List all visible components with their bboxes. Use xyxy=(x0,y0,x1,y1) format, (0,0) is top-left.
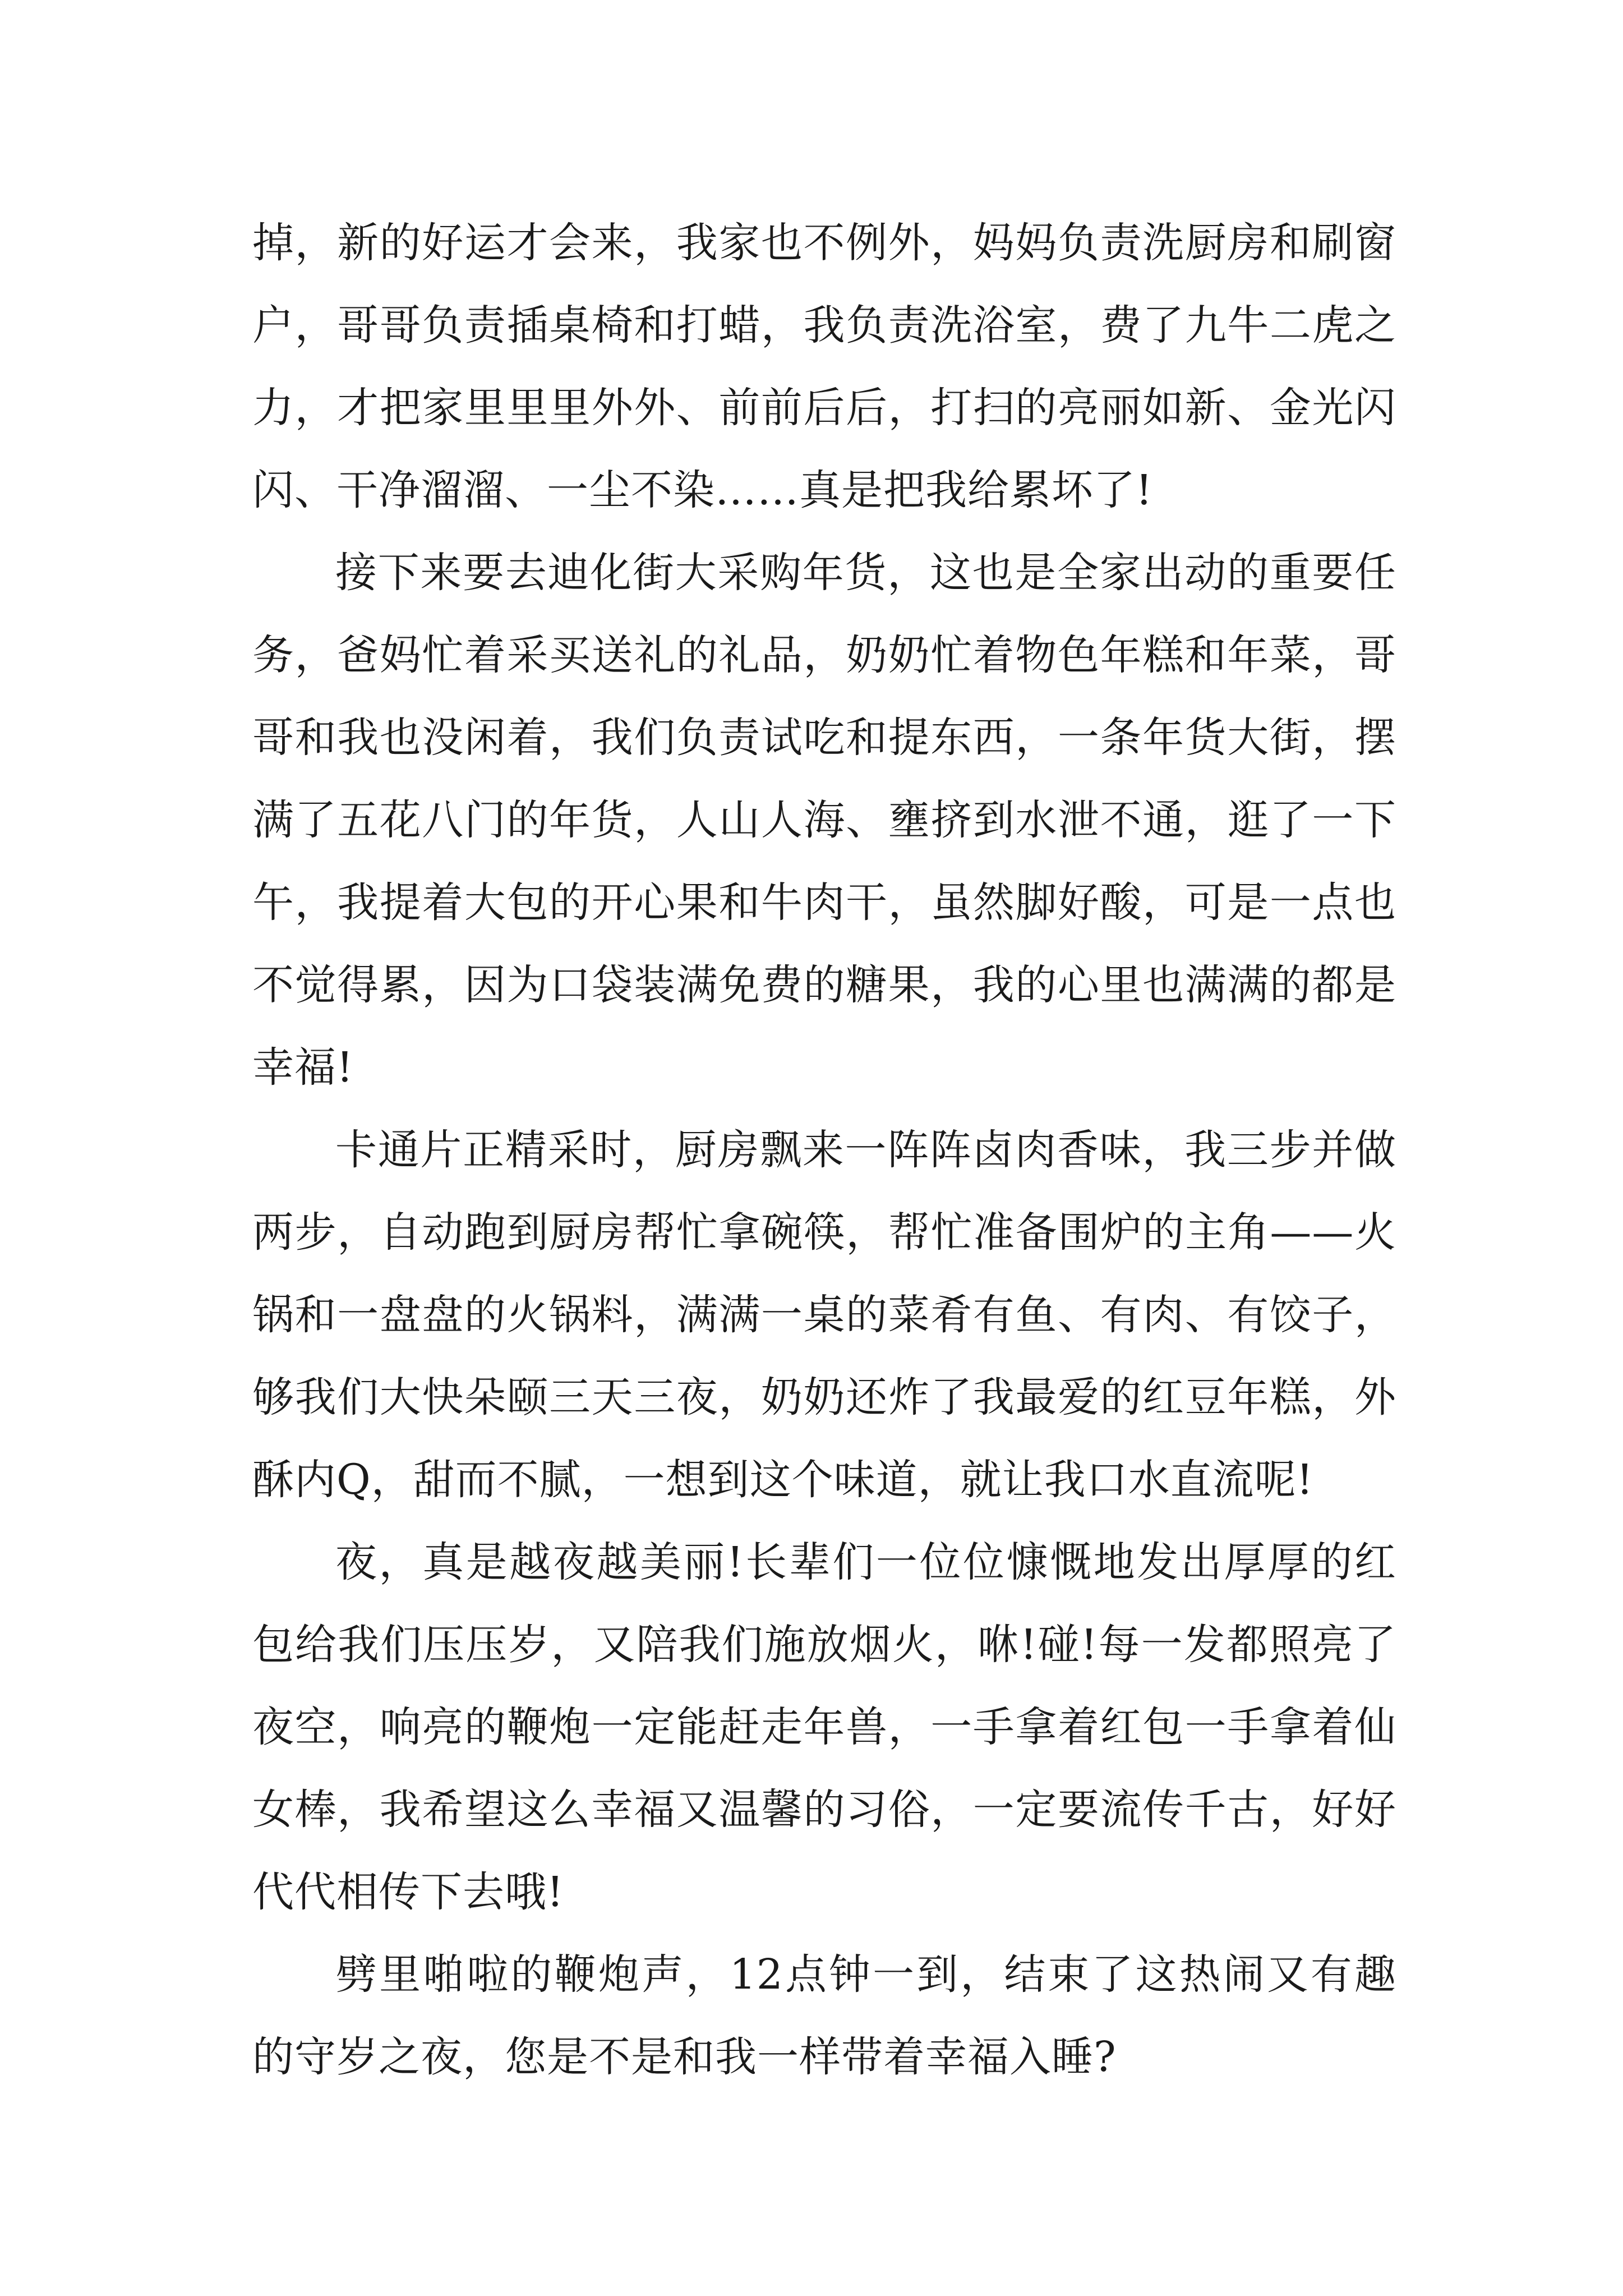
paragraph-midnight-ending: 劈里啪啦的鞭炮声，12点钟一到，结束了这热闹又有趣的守岁之夜，您是不是和我一样带着幸福入睡? xyxy=(252,1950,1396,2081)
paragraph-new-year-shopping: 接下来要去迪化街大采购年货，这也是全家出动的重要任务，爸妈忙着采买送礼的礼品，奶奶忙着物色年糕和年菜，哥哥和我也没闲着，我们负责试吃和提东西，一条年货大街，摆满了五花八门的年货，人山人海、壅挤到水泄不通，逛了一下午，我提着大包的开心果和牛肉干，虽然脚好酸，可是一点也不觉得累，因为口袋装满免费的糖果，我的心里也满满的都是幸福! xyxy=(252,549,1396,1092)
paragraph-reunion-dinner: 卡通片正精采时，厨房飘来一阵阵卤肉香味，我三步并做两步，自动跑到厨房帮忙拿碗筷，帮忙准备围炉的主角——火锅和一盘盘的火锅料，满满一桌的菜肴有鱼、有肉、有饺子，够我们大快朵颐三天三夜，奶奶还炸了我最爱的红豆年糕，外酥内Q，甜而不腻，一想到这个味道，就让我口水直流呢! xyxy=(252,1126,1396,1504)
paragraph-continuation: 掉，新的好运才会来，我家也不例外，妈妈负责洗厨房和刷窗户，哥哥负责插桌椅和打蜡，我负责洗浴室，费了九牛二虎之力，才把家里里里外外、前前后后，打扫的亮丽如新、金光闪闪、干净溜溜、一尘不染……真是把我给累坏了! xyxy=(252,219,1396,514)
paragraph-new-year-eve-night: 夜，真是越夜越美丽!长辈们一位位慷慨地发出厚厚的红包给我们压压岁，又陪我们施放烟火，咻!碰!每一发都照亮了夜空，响亮的鞭炮一定能赶走年兽，一手拿着红包一手拿着仙女棒，我希望这么幸福又温馨的习俗，一定要流传千古，好好代代相传下去哦! xyxy=(252,1538,1396,1916)
article-body xyxy=(252,202,1396,2099)
